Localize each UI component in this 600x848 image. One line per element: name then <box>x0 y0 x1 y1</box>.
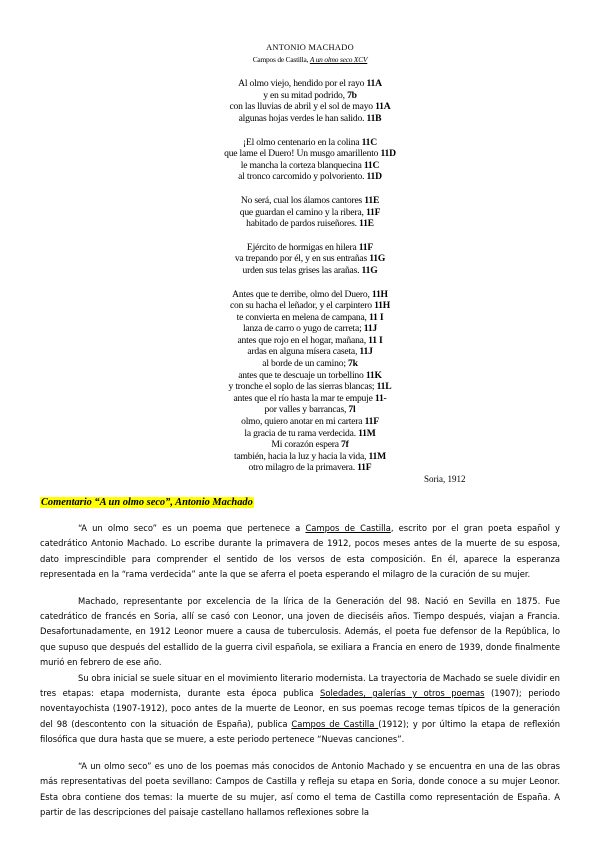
comment-title: Comentario “A un olmo seco”, Antonio Machado <box>41 497 253 508</box>
verse-text: al tronco carcomido y polvoriento. <box>238 171 367 183</box>
poem-line <box>150 346 470 358</box>
poem-subtitle <box>150 54 470 66</box>
poem-line <box>150 195 470 207</box>
poem-line <box>150 300 470 312</box>
verse-text: con las lluvias de abril y el sol de mayo <box>229 101 376 113</box>
verse-text: va trepando por él, y en sus entrañas <box>234 253 370 265</box>
campos-de-castilla-ref-2: Campos de Castilla <box>291 718 379 729</box>
metric-code: 11F <box>365 206 381 218</box>
poem-line <box>150 358 470 370</box>
verse-text: habitado de pardos ruiseñores. <box>246 218 359 230</box>
verse-text: lanza de carro o yugo de carreta; <box>242 323 364 335</box>
metric-code: 11L <box>376 381 392 393</box>
metric-code: 11C <box>363 159 380 171</box>
metric-code: 11F <box>358 241 374 253</box>
poem-line <box>150 428 470 440</box>
verse-text: algunas hojas verdes le han salido. <box>238 112 367 124</box>
poem-line <box>150 137 470 149</box>
poem-line <box>150 381 470 393</box>
poem-line <box>150 265 470 277</box>
metric-code: 11E <box>359 218 374 230</box>
verse-text: por valles y barrancas, <box>264 404 349 416</box>
poem-title: A un olmo seco XCV <box>309 54 368 64</box>
metric-code: 11J <box>359 346 373 358</box>
paragraph-3 <box>40 671 560 748</box>
poem-line <box>150 462 470 474</box>
poem-line <box>150 404 470 416</box>
verse-text: que guardan el camino y la ribera, <box>239 206 366 218</box>
stanza <box>150 137 470 183</box>
metric-code: 11B <box>366 112 382 124</box>
poem-line <box>150 370 470 382</box>
paragraph-1 <box>40 521 560 583</box>
poem-line <box>150 451 470 463</box>
poem-line <box>150 439 470 451</box>
verse-text: olmo, quiero anotar en mi cartera <box>241 416 365 428</box>
poem-book: Campos de Castilla, <box>252 54 310 64</box>
metric-code: 11F <box>357 462 372 474</box>
poem-line <box>150 148 470 160</box>
poem-line <box>150 242 470 254</box>
soledades-ref: Soledades, galerías y otros poemas <box>320 688 485 699</box>
metric-code: 11K <box>365 369 382 381</box>
metric-code: 11M <box>358 427 376 439</box>
metric-code: 11H <box>371 288 388 300</box>
metric-code: 11A <box>375 101 391 113</box>
verse-text: la gracia de tu rama verdecida. <box>244 427 359 439</box>
poem-line <box>150 90 470 102</box>
verse-text: ardas en alguna mísera caseta, <box>247 346 360 358</box>
verse-text: Al olmo viejo, hendido por el rayo <box>238 78 367 90</box>
verse-text: y tronche el soplo de las sierras blancas; <box>228 381 377 393</box>
verse-text: otro milagro de la primavera. <box>248 462 358 474</box>
p1-text-a: “A un olmo seco” es un poema que pertenece a <box>78 523 306 533</box>
metric-code: 11D <box>380 148 396 160</box>
poem-line <box>150 289 470 301</box>
metric-code: 11H <box>374 300 390 312</box>
metric-code: 11D <box>366 171 382 183</box>
metric-code: 11M <box>368 450 386 462</box>
stanza <box>150 195 470 230</box>
verse-text: urden sus telas grises las arañas. <box>242 264 362 276</box>
poem-line <box>150 416 470 428</box>
stanza <box>150 289 470 475</box>
metric-code: 11E <box>364 194 380 206</box>
p3-text-a: Su obra inicial se suele situar en el movimiento literario modernista. La trayectoria de Machado se suele dividir en tres etapas: etapa modernista, durante esta época publica <box>40 672 560 699</box>
poem-line <box>150 113 470 125</box>
metric-code: 7b <box>347 89 357 101</box>
poem-line <box>150 393 470 405</box>
verse-text: le mancha la corteza blanquecina <box>240 159 364 171</box>
comment-body <box>40 521 560 820</box>
metric-code: 11- <box>374 392 387 404</box>
metric-code: 11A <box>366 78 382 90</box>
verse-text: Antes que te derribe, olmo del Duero, <box>232 288 372 300</box>
verse-text: ¡El olmo centenario en la colina <box>242 136 362 148</box>
verse-text: No será, cual los álamos cantores <box>240 194 365 206</box>
poem-line <box>150 207 470 219</box>
campos-de-castilla-ref: Campos de Castilla <box>305 523 391 533</box>
poem-line <box>150 160 470 172</box>
verse-text: que lame el Duero! Un musgo amarillento <box>224 148 381 160</box>
metric-code: 11G <box>369 253 386 265</box>
poem-signature: Soria, 1912 <box>424 474 466 484</box>
verse-text: antes que te descuaje un torbellino <box>238 369 366 381</box>
poem-line <box>150 323 470 335</box>
metric-code: 7l <box>348 404 356 416</box>
poem-line <box>150 218 470 230</box>
metric-code: 11 I <box>368 334 383 346</box>
poem-line <box>150 78 470 90</box>
poem-line <box>150 312 470 324</box>
verse-text: y en su mitad podrido, <box>263 89 348 101</box>
stanza <box>150 242 470 277</box>
metric-code: 11C <box>361 136 377 148</box>
poem-stanzas <box>150 78 470 474</box>
metric-code: 11 I <box>368 311 384 323</box>
metric-code: 11J <box>363 323 378 335</box>
metric-code: 7k <box>347 358 358 370</box>
verse-text: también, hacia la luz y hacia la vida, <box>234 450 369 462</box>
poem-line <box>150 101 470 113</box>
p3-text-b: (1907); periodo noventayochista (1907-1912), poco antes de la muerte de Leonor, en sus poemas recoge temas típicos de la generación del 98 (descontento con la situación de España), publica <box>40 688 560 729</box>
verse-text: con su hacha el leñador, y el carpintero <box>230 300 375 312</box>
verse-text: antes que el río hasta la mar te empuje <box>233 392 375 404</box>
metric-code: 11G <box>361 264 378 276</box>
stanza <box>150 78 470 124</box>
verse-text: Ejército de hormigas en hilera <box>246 241 359 253</box>
verse-text: al borde de un camino; <box>262 358 348 370</box>
p1-text-b: , escrito por el gran poeta español y catedrático Antonio Machado. Lo escribe durante la primavera de 1912, pocos meses antes de la muerte de su esposa, dato imprescindible para comprender el sentido de los versos de esta composición. En él, aparece la esperanza representada en la “rama verdecida” ante la que se aferra el poeta esperando el milagro de la curación de su mujer. <box>40 523 560 580</box>
poem-line <box>150 171 470 183</box>
verse-text: antes que rojo en el hogar, mañana, <box>237 334 369 346</box>
p3-text-c: (1912); y por último la etapa de reflexión filosófica que dura hasta que se muere, a este periodo pertenece “Nuevas canciones”. <box>40 718 561 745</box>
metric-code: 11F <box>364 416 379 428</box>
poem-author: ANTONIO MACHADO <box>266 43 354 52</box>
paragraph-4: “A un olmo seco” es uno de los poemas más conocidos de Antonio Machado y se encuentra en una de las obras más representativas del poeta sevillano: Campos de Castilla y refleja su etapa en Soria, donde conoce a su mujer Leonor. Esta obra contiene dos temas: la muerte de su mujer, así como el tema de Castilla como representación de España. A partir de las descripciones del paisaje castellano hallamos reflexiones sobre la <box>40 760 560 817</box>
poem-line <box>150 253 470 265</box>
metric-code: 7f <box>341 439 349 451</box>
verse-text: te convierta en melena de campana, <box>236 311 369 323</box>
poem-line <box>150 335 470 347</box>
paragraph-2: Machado, representante por excelencia de la lírica de la Generación del 98. Nació en Sevilla en 1875. Fue catedrático de francés en Soria, allí se casó con Leonor, una joven de dieciséis años. Tiempo después, viajan a Francia. Desafortunadamente, en 1912 Leonor muere a causa de tuberculosis. Además, el poeta fue defensor de la República, lo que supuso que después del estallido de la guerra civil española, se exiliara a Francia en enero de 1939, donde finalmente murió en febrero de ese año. <box>40 595 560 668</box>
poem <box>150 42 470 486</box>
verse-text: Mi corazón espera <box>271 439 342 451</box>
